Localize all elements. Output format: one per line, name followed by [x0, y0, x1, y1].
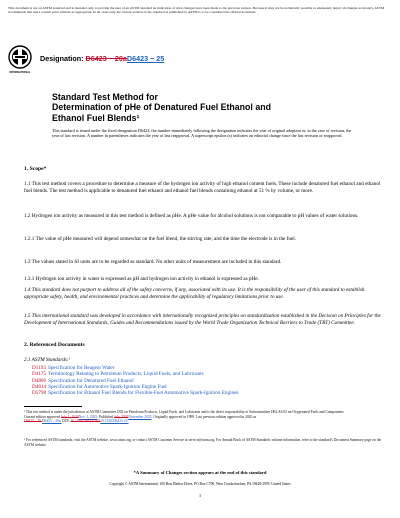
footnote-deleted-text: 10.1520/D6423-20A — [70, 419, 101, 423]
footnote-1 — [24, 410, 386, 424]
designation-new: D6423 − 25 — [126, 54, 165, 63]
paragraph-1-5: 1.5 This international standard was developed in accordance with internationally recognized principles on standardization established in the Decision on Principles for the Development of International Standards, Guides and Recommendations issued by the World Trade Organization Technical Barriers to Trade (TBT) Committee. — [24, 313, 381, 326]
astm-logo — [8, 44, 32, 78]
footnote-text: DOI: — [61, 419, 71, 423]
paragraph-1-3-1: 1.3.1 Hydrogen ion activity in water is expressed as pH and hydrogen ion activity in ethanol is expressed as pHe. — [24, 276, 259, 282]
paragraph-1-2: 1.2 Hydrogen ion activity as measured in this test method is defined as pHe. A pHe value for alcohol solutions is not comparable to pH values of water solutions. — [24, 213, 359, 219]
footnote-divider — [24, 406, 82, 407]
footnote-inserted-text: Nov. 1, 2025 — [78, 414, 98, 419]
footnote-doi-link[interactable]: 10.1520/D6423-25. — [100, 419, 129, 423]
footnote-inserted-text: D6423 – 20a. — [41, 419, 62, 423]
reference-code[interactable]: D4814 — [32, 383, 47, 390]
reference-item[interactable] — [32, 390, 362, 396]
reference-code[interactable]: D4175 — [32, 371, 47, 378]
footnote-deleted-text: July 1, 2020 — [61, 414, 79, 419]
reference-title[interactable]: Specification for Denatured Fuel Ethanol — [48, 377, 134, 384]
document-title — [52, 92, 352, 123]
title-intro: This standard is issued under the fixed designation D6423; the number immediately following the designation indicates the year of original adoption or, in the case of revision, the year of last revision. A number in parentheses indicates the year of last reapproval. A superscript epsilon (ε) indicates an editorial change since the last revision or reapproval. — [52, 128, 352, 139]
footnote-text: . Published — [97, 414, 115, 419]
reference-title[interactable]: Specification for Reagent Water — [47, 365, 115, 371]
footnote-inserted-text: November 2025 — [128, 414, 152, 419]
paragraph-1-3: 1.3 The values stated in SI units are to be regarded as standard. No other units of measurement are included in this standard. — [24, 259, 282, 265]
title-line-3: Ethanol Fuel Blends¹ — [52, 112, 140, 123]
disclaimer-notice: This document is not an ASTM standard and is intended only to provide the user of an ASTM standard an indication of what changes have been made to the previous version. Because it may not be technically possible to adequately depict all changes accurately, ASTM recommends that users consult prior editions as appropriate. In all cases only the current version of the standard as published by ASTM is to be considered the official document. — [8, 6, 385, 15]
designation — [40, 54, 164, 63]
paragraph-2-1: 2.1 ASTM Standards:² — [24, 357, 71, 363]
footnote-2: ² For referenced ASTM standards, visit the ASTM website, www.astm.org, or contact ASTM Customer Service at service@astm.org. For Annual Book of ASTM Standards volume information, refer to the standard's Document Summary page on the ASTM website. — [24, 438, 382, 447]
reference-title[interactable]: Terminology Relating to Petroleum Products, Liquid Fuels, and Lubricants — [48, 371, 204, 378]
section-heading-scope: 1. Scope* — [24, 166, 47, 172]
reference-code[interactable]: D4806 — [32, 377, 47, 384]
section-heading-referenced-documents: 2. Referenced Documents — [24, 342, 85, 348]
paragraph-1-1: 1.1 This test method covers a procedure to determine a measure of the hydrogen ion activity of high ethanol content fuels. These include denatured fuel ethanol and ethanol fuel blends. The test method is applicable to denatured fuel ethanol and ethanol fuel blends containing ethanol at 51 % by volume, or more. — [24, 181, 381, 194]
reference-title[interactable]: Specification for Ethanol Fuel Blends for Flexible-Fuel Automotive Spark-Ignition Engines — [48, 390, 239, 397]
footnote-text: Current edition approved — [24, 414, 62, 419]
designation-label: Designation: — [40, 54, 86, 63]
footnote-1-previous — [24, 419, 386, 424]
logo-wordmark: INTERNATIONAL — [9, 71, 31, 74]
title-line-2: Determination of pHe of Denatured Fuel Ethanol and — [52, 102, 271, 113]
designation-old: D6423 − 20a — [85, 54, 127, 63]
reference-code[interactable]: D5798 — [32, 390, 47, 397]
summary-of-changes-note: *A Summary of Changes section appears at the end of this standard — [133, 470, 267, 475]
footnote-1-jurisdiction: ¹ This test method is under the jurisdiction of ASTM Committee D02 on Petroleum Products, Liquid Fuels, and Lubricants and is the direct responsibility of Subcommittee D02.A0.02 on Oxygenated Fuels and Components. — [24, 410, 345, 414]
paragraph-1-2-1: 1.2.1 The value of pHe measured will depend somewhat on the fuel blend, the stirring rate, and the time the electrode is in the fuel. — [24, 236, 297, 242]
reference-list — [32, 365, 362, 396]
copyright-line: Copyright © ASTM International, 100 Barr Harbor Drive, PO Box C700, West Conshohocken, PA 19428-2959. United States — [109, 482, 291, 486]
paragraph-1-4: 1.4 This standard does not purport to address all of the safety concerns, if any, associated with its use. It is the responsibility of the user of this standard to establish appropriate safety, health, and environmental practices and determine the applicability of regulatory limitations prior to use. — [24, 287, 365, 300]
reference-title[interactable]: Specification for Automotive Spark-Ignition Engine Fuel — [48, 383, 167, 390]
footnote-deleted-text: D6423 – 20. — [24, 419, 42, 423]
footnote-text: . Originally approved in 1999. Last previous edition approved in 2020 as — [151, 414, 257, 419]
title-line-1: Standard Test Method for — [52, 92, 158, 102]
page-number: 1 — [198, 493, 202, 498]
footnote-deleted-text: July 2020 — [114, 414, 129, 419]
reference-code[interactable]: D1193 — [32, 365, 46, 371]
